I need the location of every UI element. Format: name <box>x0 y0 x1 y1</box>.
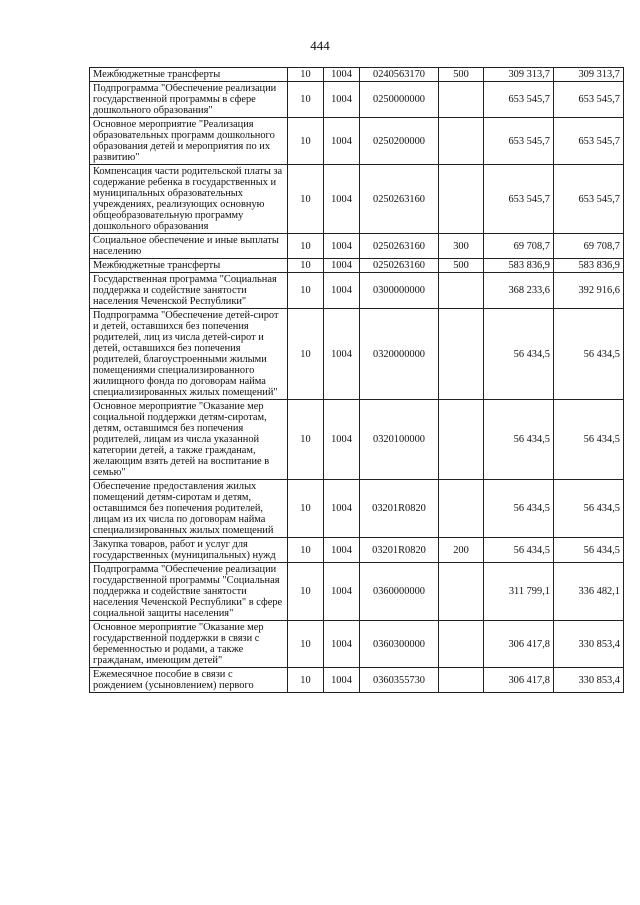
subsection-code-cell: 1004 <box>324 259 360 273</box>
subsection-code-cell: 1004 <box>324 273 360 309</box>
amount-year-1-cell: 368 233,6 <box>484 273 554 309</box>
row-name-cell: Государственная программа "Социальная поддержка и содействие занятости населения Чеченской Республики" <box>90 273 288 309</box>
target-article-code-cell: 03201R0820 <box>360 538 439 563</box>
row-name-cell: Компенсация части родительской платы за содержание ребенка в государственных и муниципальных образовательных учреждениях, реализующих основную общеобразовательную программу дошкольного образования <box>90 165 288 234</box>
amount-year-1-cell: 69 708,7 <box>484 234 554 259</box>
row-name-cell: Основное мероприятие "Оказание мер государственной поддержки в связи с беременностью и родами, а также гражданам, имеющим детей" <box>90 621 288 668</box>
expense-kind-cell <box>439 400 484 480</box>
section-code-cell: 10 <box>288 400 324 480</box>
section-code-cell: 10 <box>288 82 324 118</box>
table-row <box>90 259 624 273</box>
section-code-cell: 10 <box>288 538 324 563</box>
amount-year-1-cell: 56 434,5 <box>484 400 554 480</box>
table-row <box>90 234 624 259</box>
table-row <box>90 538 624 563</box>
table-row <box>90 273 624 309</box>
amount-year-1-cell: 306 417,8 <box>484 621 554 668</box>
row-name-cell: Межбюджетные трансферты <box>90 259 288 273</box>
expense-kind-cell: 500 <box>439 68 484 82</box>
subsection-code-cell: 1004 <box>324 234 360 259</box>
amount-year-2-cell: 392 916,6 <box>554 273 624 309</box>
row-name-cell: Закупка товаров, работ и услуг для государственных (муниципальных) нужд <box>90 538 288 563</box>
row-name-cell: Основное мероприятие "Оказание мер социальной поддержки детям-сиротам, детям, оставшимся без попечения родителей, лицам из числа указанной категории детей, а также гражданам, желающим взять детей на воспитание в семью" <box>90 400 288 480</box>
table-row <box>90 165 624 234</box>
table-row <box>90 400 624 480</box>
row-name-cell: Обеспечение предоставления жилых помещений детям-сиротам и детям, оставшимся без попечения родителей, лицам из их числа по договорам найма специализированных жилых помещений <box>90 480 288 538</box>
subsection-code-cell: 1004 <box>324 480 360 538</box>
expense-kind-cell <box>439 273 484 309</box>
row-name-cell: Социальное обеспечение и иные выплаты населению <box>90 234 288 259</box>
amount-year-2-cell: 330 853,4 <box>554 668 624 693</box>
table-row <box>90 480 624 538</box>
amount-year-2-cell: 653 545,7 <box>554 165 624 234</box>
target-article-code-cell: 0250263160 <box>360 234 439 259</box>
section-code-cell: 10 <box>288 668 324 693</box>
target-article-code-cell: 03201R0820 <box>360 480 439 538</box>
subsection-code-cell: 1004 <box>324 563 360 621</box>
target-article-code-cell: 0320000000 <box>360 309 439 400</box>
subsection-code-cell: 1004 <box>324 309 360 400</box>
page-number: 444 <box>310 38 330 53</box>
table-row <box>90 118 624 165</box>
target-article-code-cell: 0360000000 <box>360 563 439 621</box>
amount-year-1-cell: 653 545,7 <box>484 118 554 165</box>
table-row <box>90 68 624 82</box>
section-code-cell: 10 <box>288 165 324 234</box>
amount-year-2-cell: 653 545,7 <box>554 82 624 118</box>
amount-year-1-cell: 306 417,8 <box>484 668 554 693</box>
subsection-code-cell: 1004 <box>324 68 360 82</box>
expense-kind-cell <box>439 309 484 400</box>
expense-kind-cell <box>439 118 484 165</box>
section-code-cell: 10 <box>288 309 324 400</box>
amount-year-2-cell: 330 853,4 <box>554 621 624 668</box>
section-code-cell: 10 <box>288 563 324 621</box>
expense-kind-cell <box>439 621 484 668</box>
budget-table <box>89 67 624 693</box>
expense-kind-cell <box>439 563 484 621</box>
row-name-cell: Основное мероприятие "Реализация образовательных программ дошкольного образования детей и мероприятия по их развитию" <box>90 118 288 165</box>
amount-year-2-cell: 56 434,5 <box>554 480 624 538</box>
amount-year-1-cell: 583 836,9 <box>484 259 554 273</box>
subsection-code-cell: 1004 <box>324 82 360 118</box>
amount-year-1-cell: 311 799,1 <box>484 563 554 621</box>
section-code-cell: 10 <box>288 259 324 273</box>
amount-year-2-cell: 309 313,7 <box>554 68 624 82</box>
target-article-code-cell: 0250000000 <box>360 82 439 118</box>
section-code-cell: 10 <box>288 273 324 309</box>
expense-kind-cell <box>439 480 484 538</box>
table-row <box>90 668 624 693</box>
expense-kind-cell <box>439 165 484 234</box>
table-row <box>90 563 624 621</box>
row-name-cell: Ежемесячное пособие в связи с рождением (усыновлением) первого <box>90 668 288 693</box>
target-article-code-cell: 0240563170 <box>360 68 439 82</box>
amount-year-1-cell: 56 434,5 <box>484 538 554 563</box>
amount-year-2-cell: 69 708,7 <box>554 234 624 259</box>
subsection-code-cell: 1004 <box>324 400 360 480</box>
subsection-code-cell: 1004 <box>324 538 360 563</box>
target-article-code-cell: 0300000000 <box>360 273 439 309</box>
target-article-code-cell: 0320100000 <box>360 400 439 480</box>
table-row <box>90 309 624 400</box>
expense-kind-cell: 200 <box>439 538 484 563</box>
amount-year-2-cell: 56 434,5 <box>554 309 624 400</box>
subsection-code-cell: 1004 <box>324 118 360 165</box>
target-article-code-cell: 0360355730 <box>360 668 439 693</box>
subsection-code-cell: 1004 <box>324 165 360 234</box>
amount-year-2-cell: 653 545,7 <box>554 118 624 165</box>
expense-kind-cell <box>439 82 484 118</box>
target-article-code-cell: 0250263160 <box>360 165 439 234</box>
row-name-cell: Подпрограмма "Обеспечение реализации государственной программы в сфере дошкольного образования" <box>90 82 288 118</box>
target-article-code-cell: 0250263160 <box>360 259 439 273</box>
target-article-code-cell: 0360300000 <box>360 621 439 668</box>
target-article-code-cell: 0250200000 <box>360 118 439 165</box>
expense-kind-cell: 300 <box>439 234 484 259</box>
amount-year-2-cell: 56 434,5 <box>554 538 624 563</box>
table-row <box>90 82 624 118</box>
table-row <box>90 621 624 668</box>
subsection-code-cell: 1004 <box>324 668 360 693</box>
expense-kind-cell: 500 <box>439 259 484 273</box>
section-code-cell: 10 <box>288 480 324 538</box>
amount-year-2-cell: 56 434,5 <box>554 400 624 480</box>
amount-year-2-cell: 336 482,1 <box>554 563 624 621</box>
section-code-cell: 10 <box>288 621 324 668</box>
amount-year-1-cell: 56 434,5 <box>484 480 554 538</box>
row-name-cell: Межбюджетные трансферты <box>90 68 288 82</box>
amount-year-2-cell: 583 836,9 <box>554 259 624 273</box>
section-code-cell: 10 <box>288 234 324 259</box>
section-code-cell: 10 <box>288 68 324 82</box>
amount-year-1-cell: 653 545,7 <box>484 165 554 234</box>
row-name-cell: Подпрограмма "Обеспечение детей-сирот и детей, оставшихся без попечения родителей, лиц из числа детей-сирот и детей, оставшихся без попечения родителей, благоустроенными жилыми помещениями специализированного жилищного фонда по договорам найма специализированных жилых помещений" <box>90 309 288 400</box>
expense-kind-cell <box>439 668 484 693</box>
amount-year-1-cell: 653 545,7 <box>484 82 554 118</box>
amount-year-1-cell: 309 313,7 <box>484 68 554 82</box>
section-code-cell: 10 <box>288 118 324 165</box>
amount-year-1-cell: 56 434,5 <box>484 309 554 400</box>
row-name-cell: Подпрограмма "Обеспечение реализации государственной программы "Социальная поддержка и содействие занятости населения Чеченской Республики" в сфере социальной защиты населения" <box>90 563 288 621</box>
subsection-code-cell: 1004 <box>324 621 360 668</box>
budget-table-body <box>90 68 624 693</box>
